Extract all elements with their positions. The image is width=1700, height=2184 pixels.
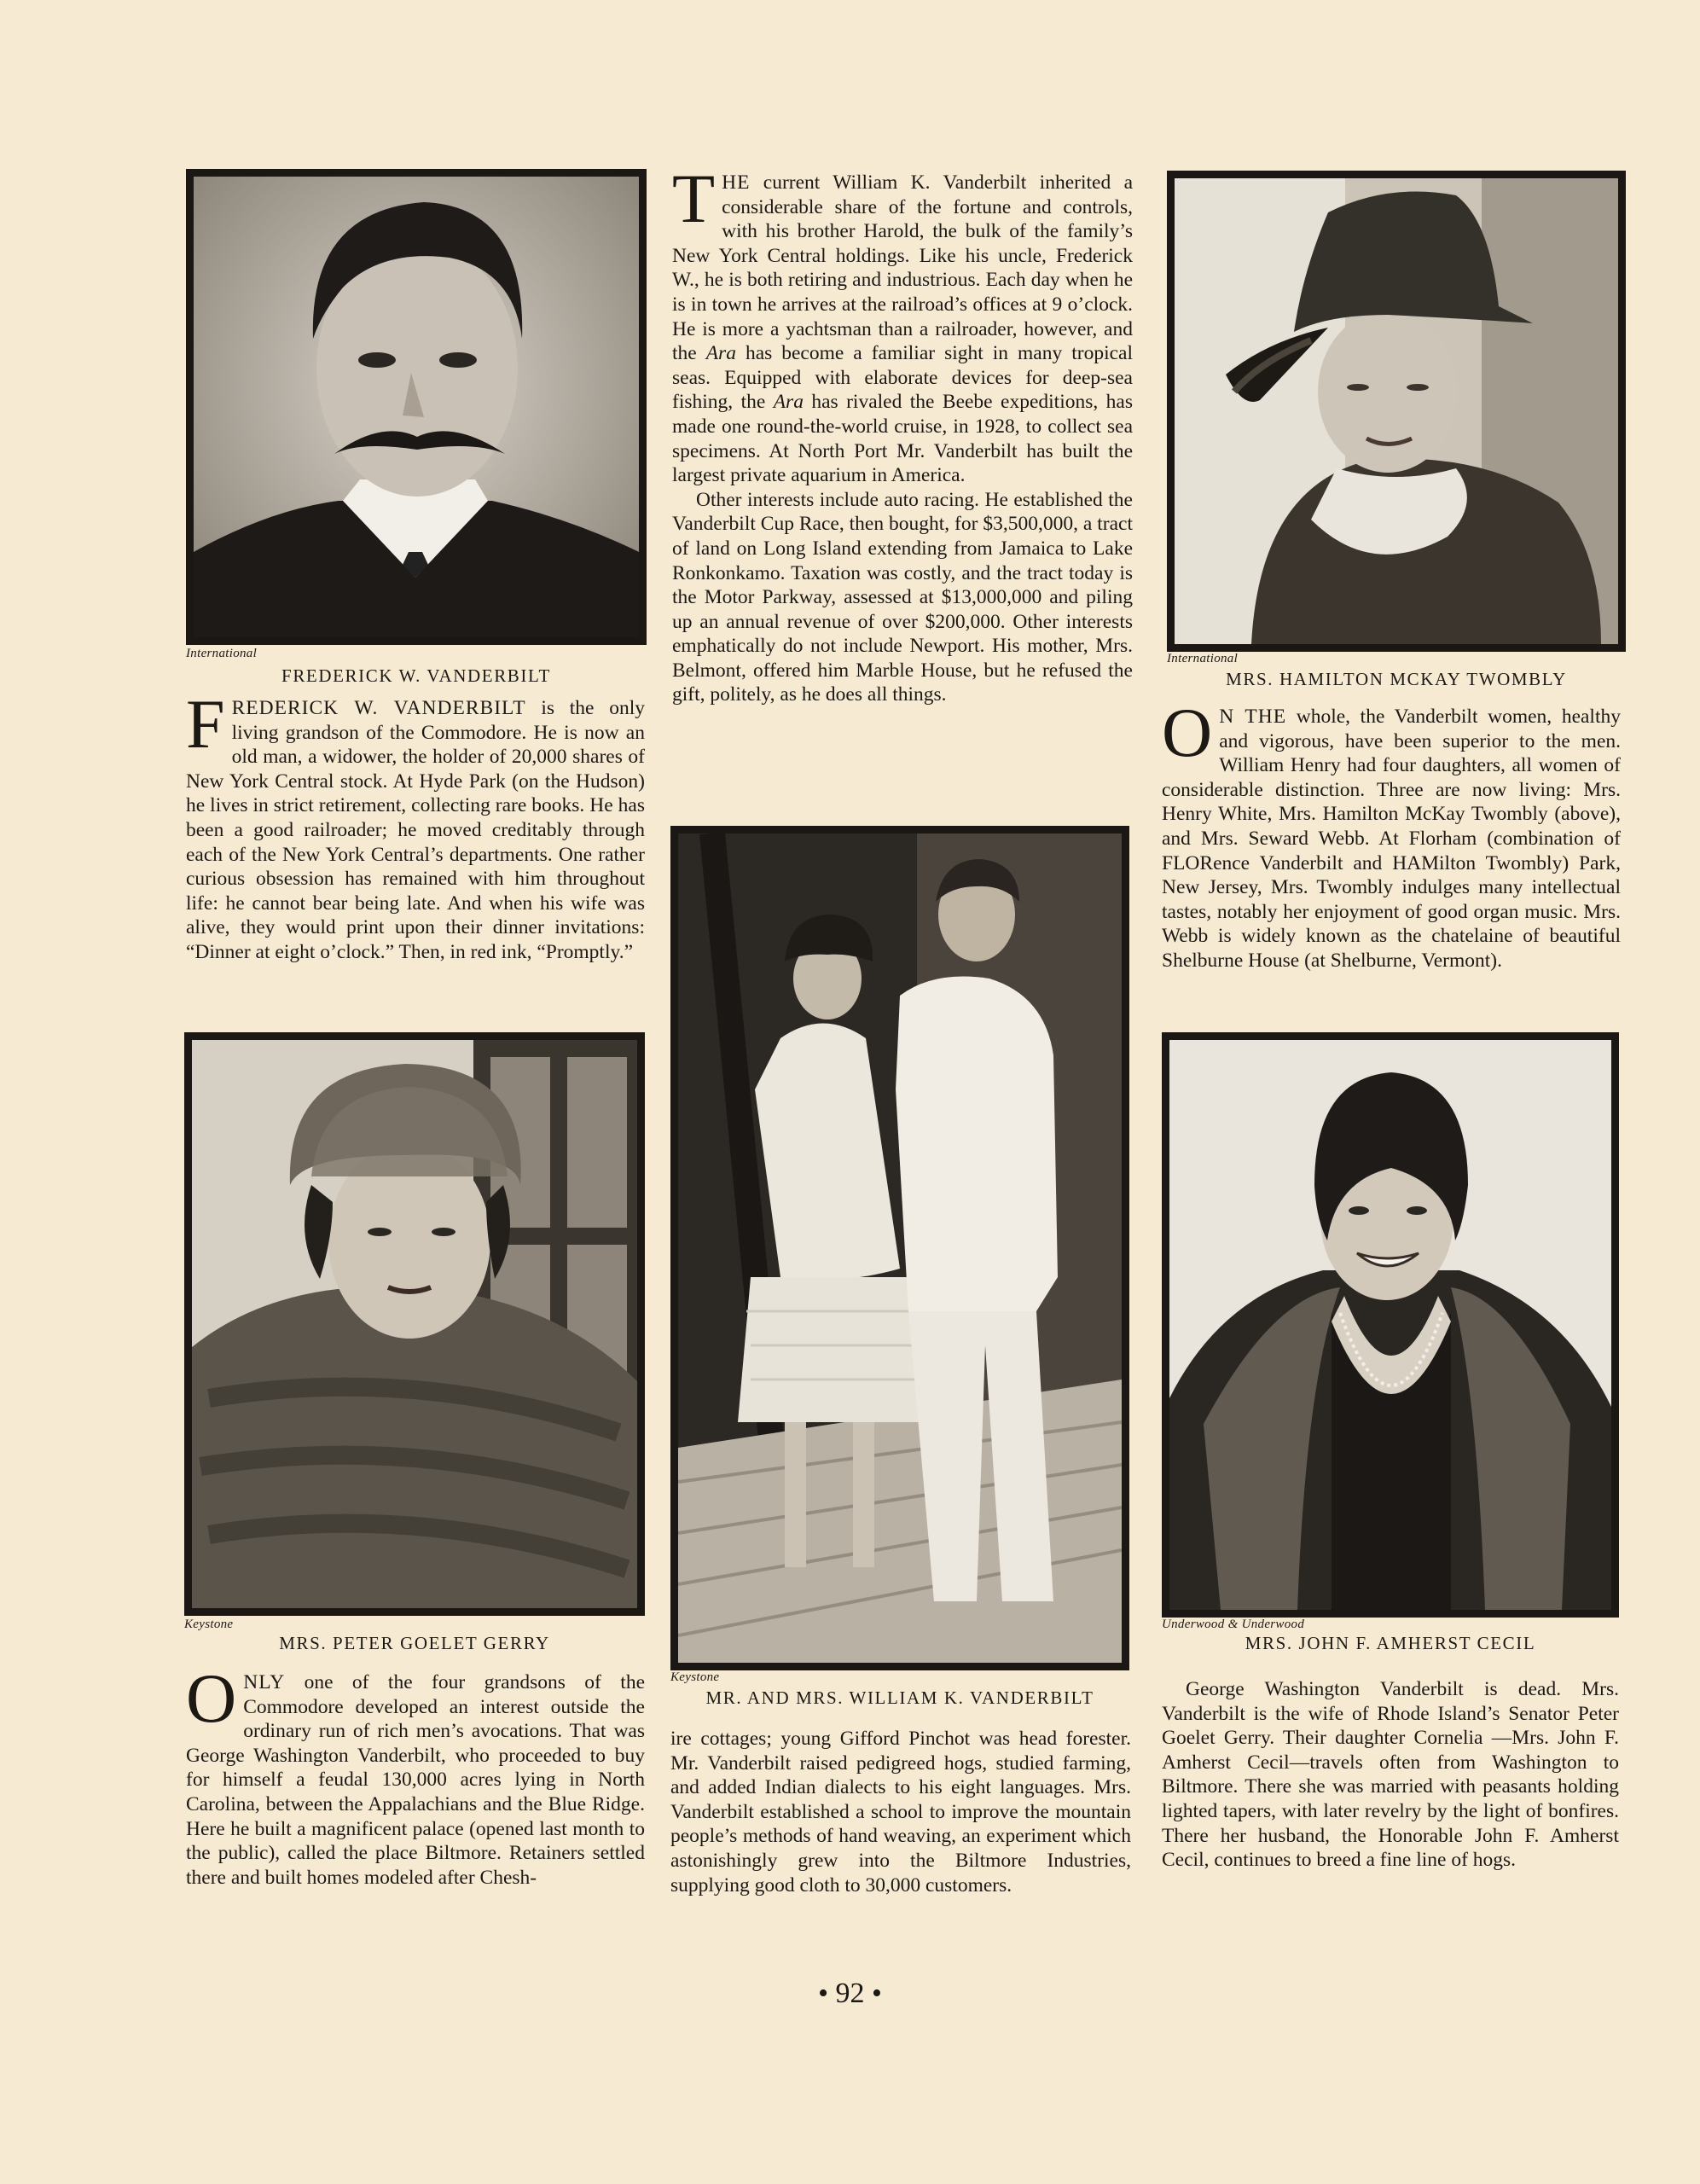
- body-wk-3: has rivaled the Beebe expeditions, has made one round-the-world cruise, in 1928, to collect sea specimens. At North Port Mr. Vanderbilt has built the largest private aquarium in America.: [672, 391, 1133, 487]
- lead-frederick: REDERICK W. VANDERBILT: [231, 697, 526, 719]
- photo-caption-cecil: MRS. JOHN F. AMHERST CECIL: [1245, 1633, 1536, 1653]
- photo-credit-gerry: Keystone: [184, 1618, 234, 1631]
- photo-caption-frederick: FREDERICK W. VANDERBILT: [281, 665, 551, 686]
- lead-biltmore: NLY: [243, 1671, 286, 1693]
- article-twombly: [1162, 694, 1621, 973]
- photo-caption-gerry: MRS. PETER GOELET GERRY: [279, 1633, 550, 1653]
- portrait-woman-fur-hat: [192, 1040, 637, 1608]
- article-cecil: [1162, 1677, 1619, 1873]
- photo-credit-wk: Keystone: [670, 1670, 720, 1684]
- body-cecil: George Washington Vanderbilt is dead. Mrs. Vanderbilt is the wife of Rhode Island’s Senator Peter Goelet Gerry. Their daughter Cornelia —Mrs. John F. Amherst Cecil—travels often from Washington to Biltmore. There she was married with peasants holding lighted tapers, with later revelry by the light of bonfires. There her husband, the Honorable John F. Amherst Cecil, continues to breed a fine line of hogs.: [1162, 1678, 1619, 1872]
- body-wk-para2: Other interests include auto racing. He established the Vanderbilt Cup Race, then bought, for $3,500,000, a tract of land on Long Island extending from Jamaica to Lake Ronkonkamo. Taxation was costly, and the tract today is the Motor Parkway, assessed at $13,000,000 and piling up an annual revenue of over $200,000. Other interests emphatically do not include Newport. His mother, Mrs. Belmont, offered him Marble House, but he refused the gift, politely, as he does all things.: [672, 488, 1133, 706]
- article-wk-vanderbilt: [672, 160, 1133, 707]
- photo-mr-mrs-wk-vanderbilt: [670, 826, 1129, 1670]
- portrait-woman-cloche-fur: [1169, 1040, 1611, 1610]
- page-number: • 92 •: [818, 1978, 882, 2009]
- dropcap-o-twombly: O: [1162, 694, 1213, 771]
- portrait-woman-feathered-hat: [1175, 178, 1618, 644]
- photo-frederick-vanderbilt: [186, 169, 647, 645]
- yacht-name-2: Ara: [773, 391, 804, 414]
- yacht-name-1: Ara: [705, 342, 736, 365]
- body-biltmore-cont: ire cottages; young Gifford Pinchot was head forester. Mr. Vanderbilt raised pedigreed hogs, studied farming, and added Indian dialects to his eight languages. Mrs. Vanderbilt established a school to improve the mountain people’s methods of hand weaving, an experiment which astonishingly grew into the Biltmore Industries, supplying good cloth to 30,000 customers.: [670, 1728, 1131, 1896]
- body-biltmore: one of the four grandsons of the Commodore developed an interest outside the ordinary run of rich men’s avocations. That was George Washington Vanderbilt, who proceeded to buy for himself a feudal 130,000 acres lying in North Carolina, between the Appalachians and the Blue Ridge. Here he built a magnificent palace (opened last month to the public), called the place Biltmore. Retainers settled there and built homes modeled after Chesh-: [186, 1671, 645, 1889]
- body-wk-2: has become a familiar sight in many tropical seas. Equipped with elaborate devices for deep-sea fishing, the: [672, 342, 1133, 414]
- dropcap-f: F: [186, 685, 225, 763]
- photo-caption-twombly: MRS. HAMILTON MCKAY TWOMBLY: [1226, 669, 1567, 689]
- photo-mrs-gerry: [184, 1032, 645, 1616]
- photo-caption-wk: MR. AND MRS. WILLIAM K. VANDERBILT: [705, 1687, 1094, 1708]
- photo-couple-on-deck: [678, 834, 1122, 1663]
- lead-twombly: N THE: [1219, 706, 1287, 728]
- article-frederick: [186, 685, 645, 965]
- photo-mrs-twombly: [1167, 171, 1626, 652]
- body-frederick: is the only living grandson of the Commodore. He is now an old man, a widower, the holder of 20,000 shares of New York Central stock. At Hyde Park (on the Hudson) he lives in strict retirement, collecting rare books. He has been a good railroader; he moved creditably through each of the New York Central’s departments. One rather curious obsession has remained with him throughout life: he cannot bear being late. And when his wife was alive, they would print upon their dinner invitations: “Dinner at eight o’clock.” Then, in red ink, “Promptly.”: [186, 697, 645, 963]
- article-biltmore: [186, 1659, 645, 1890]
- photo-credit-cecil: Underwood & Underwood: [1162, 1618, 1305, 1631]
- body-wk-1: current William K. Vanderbilt inherited a considerable share of the fortune and controls, with his brother Harold, the bulk of the family’s New York Central holdings. Like his uncle, Frederick W., he is both retiring and industrious. Each day when he is in town he arrives at the railroad’s offices at 9 o’clock. He is more a yachtsman than a railroader, however, and the: [672, 171, 1133, 365]
- dropcap-t: T: [672, 160, 716, 237]
- portrait-man-mustache: [194, 177, 639, 637]
- photo-credit-twombly: International: [1167, 652, 1239, 665]
- dropcap-o-biltmore: O: [186, 1659, 237, 1737]
- photo-credit-frederick: International: [186, 647, 258, 660]
- photo-mrs-cecil: [1162, 1032, 1619, 1618]
- lead-wk: HE: [722, 171, 751, 194]
- body-twombly: whole, the Vanderbilt women, healthy and vigorous, have been superior to the men. William Henry had four daughters, all women of considerable distinction. Three are now living: Mrs. Henry White, Mrs. Hamilton McKay Twombly (above), and Mrs. Seward Webb. At Florham (combination of FLORence Vanderbilt and HAMilton Twombly) Park, New Jersey, Mrs. Twombly indulges many intellectual tastes, notably her enjoyment of good organ music. Mrs. Webb is widely known as the chatelaine of beautiful Shelburne House (at Shelburne, Vermont).: [1162, 706, 1621, 972]
- article-biltmore-continued: [670, 1727, 1131, 1897]
